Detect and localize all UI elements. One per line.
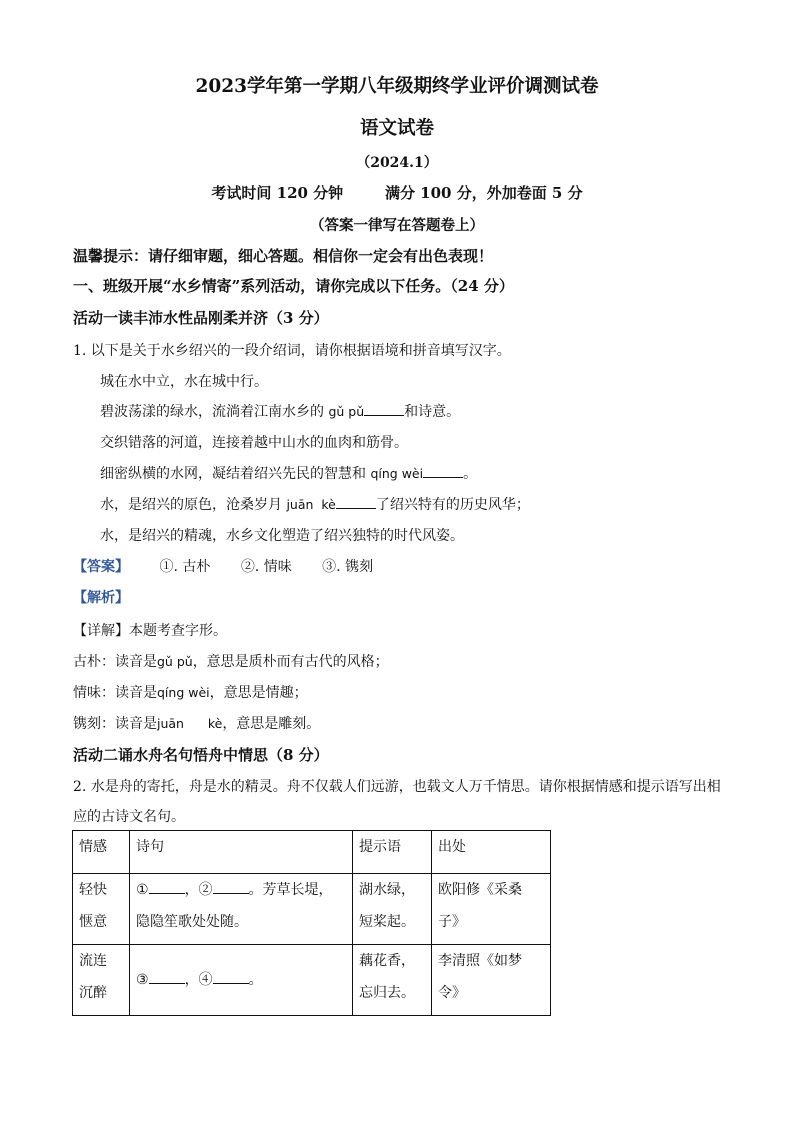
source-text: 李清照《如梦 [438, 953, 522, 969]
exam-date: （2024.1） [356, 155, 438, 171]
detail-label: 古朴：读音是 [73, 654, 157, 670]
q1-line4 [100, 463, 477, 483]
answer-blank[interactable] [213, 969, 249, 984]
answer-blank[interactable] [149, 879, 185, 894]
detail-meaning: ，意思是情趣； [209, 685, 308, 701]
hint-cell [353, 874, 432, 945]
table-row [73, 945, 551, 1016]
emotion-text: 流连 [79, 953, 107, 969]
blank-number: ① [136, 882, 149, 898]
source-text: 令》 [438, 985, 466, 1001]
source-text: 欧阳修《采桑 [438, 882, 522, 898]
detail-meaning: ，意思是雕刻。 [222, 716, 321, 732]
poem-table [72, 830, 551, 1016]
q1-line5 [100, 494, 530, 514]
q1-line5-end: 了绍兴特有的历史风华； [375, 497, 530, 513]
table-header-row [73, 831, 551, 874]
q1-line3: 交织错落的河道，连接着越中山水的血肉和筋骨。 [100, 435, 408, 451]
q1-line2 [100, 401, 460, 421]
answer-label: 【答案】 [73, 559, 129, 575]
source-text: 子》 [438, 914, 466, 930]
answer-item: ①. 古朴 [159, 559, 211, 575]
answer-blank[interactable] [149, 969, 185, 984]
tip-text: 温馨提示：请仔细审题，细心答题。相信你一定会有出色表现！ [73, 247, 494, 265]
answer-item: ②. 情味 [240, 559, 292, 575]
q2-line2: 应的古诗文名句。 [73, 809, 185, 825]
answer-row [73, 556, 373, 576]
activity2-heading: 活动二诵水舟名句悟舟中情思（8 分） [73, 746, 329, 764]
verse-text: 。芳草长堤， [248, 882, 333, 898]
blank-number: ，② [184, 882, 213, 898]
q1-line5-pinyin: juān kè [286, 497, 336, 512]
q1-prompt: 1. 以下是关于水乡绍兴的一段介绍词，请你根据语境和拼音填写汉字。 [73, 343, 511, 359]
emotion-text: 沉醉 [79, 985, 107, 1001]
verse-text: 。 [248, 972, 263, 988]
answer-blank[interactable] [336, 494, 376, 509]
verse-cell [130, 945, 353, 1016]
verse-cell [130, 874, 353, 945]
detail-label: 镌刻：读音是 [73, 716, 157, 732]
detail-pinyin: juān kè [157, 716, 223, 731]
hint-cell [353, 945, 432, 1016]
source-cell [432, 945, 551, 1016]
q1-line5-text: 水，是绍兴的原色，沧桑岁月 [100, 497, 282, 513]
q1-line2-pinyin: gǔ pǔ [328, 404, 365, 419]
section-heading: 一、班级开展“水乡情寄”系列活动，请你完成以下任务。（24 分） [73, 277, 514, 295]
verse-line: 隐隐笙歌处处随。 [136, 914, 248, 930]
q1-line2-end: 和诗意。 [404, 404, 461, 420]
emotion-text: 惬意 [79, 914, 107, 930]
verse-line [136, 874, 346, 906]
header-verse: 诗句 [130, 831, 353, 874]
answer-note: （答案一律写在答题卷上） [310, 217, 484, 234]
emotion-cell [73, 945, 130, 1016]
q1-line4-pinyin: qíng wèi [370, 466, 424, 481]
detail-pinyin: gǔ pǔ [157, 654, 193, 669]
header-source: 出处 [432, 831, 551, 874]
answer-item: ③. 镌刻 [322, 559, 374, 575]
q1-line4-end: 。 [463, 466, 478, 482]
hint-text: 藕花香， [359, 953, 415, 969]
q1-line6: 水，是绍兴的精魂，水乡文化塑造了绍兴独特的时代风姿。 [100, 528, 464, 544]
header-hint: 提示语 [353, 831, 432, 874]
activity1-heading: 活动一读丰沛水性品刚柔并济（3 分） [73, 309, 329, 327]
hint-text: 湖水绿， [359, 882, 415, 898]
table-row [73, 874, 551, 945]
detail-meaning: ，意思是质朴而有古代的风格； [192, 654, 389, 670]
q1-line4-text: 细密纵横的水网，凝结着绍兴先民的智慧和 [100, 466, 366, 482]
q2-line1: 2. 水是舟的寄托，舟是水的精灵。舟不仅载人们远游，也载文人万千情思。请你根据情感和提示语写出相 [73, 779, 721, 795]
answer-blank[interactable] [423, 463, 463, 478]
detail-line2 [73, 651, 389, 671]
detail-line3 [73, 682, 308, 702]
blank-number: ③ [136, 972, 149, 988]
hint-text: 忘归去。 [359, 985, 415, 1001]
analysis-label: 【解析】 [73, 590, 129, 606]
source-cell [432, 874, 551, 945]
exam-subtitle: 语文试卷 [359, 118, 434, 139]
emotion-text: 轻快 [79, 882, 107, 898]
answer-blank[interactable] [213, 879, 249, 894]
detail-line1: 【详解】本题考查字形。 [73, 623, 227, 639]
blank-number: ，④ [184, 972, 213, 988]
q1-line1: 城在水中立，水在城中行。 [100, 374, 268, 390]
verse-line [136, 964, 346, 996]
exam-title: 2023学年第一学期八年级期终学业评价调测试卷 [195, 76, 599, 97]
exam-info: 考试时间 120 分钟 满分 100 分，外加卷面 5 分 [211, 184, 583, 202]
answer-blank[interactable] [364, 401, 404, 416]
hint-text: 短桨起。 [359, 914, 415, 930]
emotion-cell [73, 874, 130, 945]
detail-pinyin: qíng wèi [157, 685, 210, 700]
q1-line2-text: 碧波荡漾的绿水，流淌着江南水乡的 [100, 404, 324, 420]
header-emotion: 情感 [73, 831, 130, 874]
detail-label: 情味：读音是 [73, 685, 157, 701]
detail-line4 [73, 713, 320, 733]
